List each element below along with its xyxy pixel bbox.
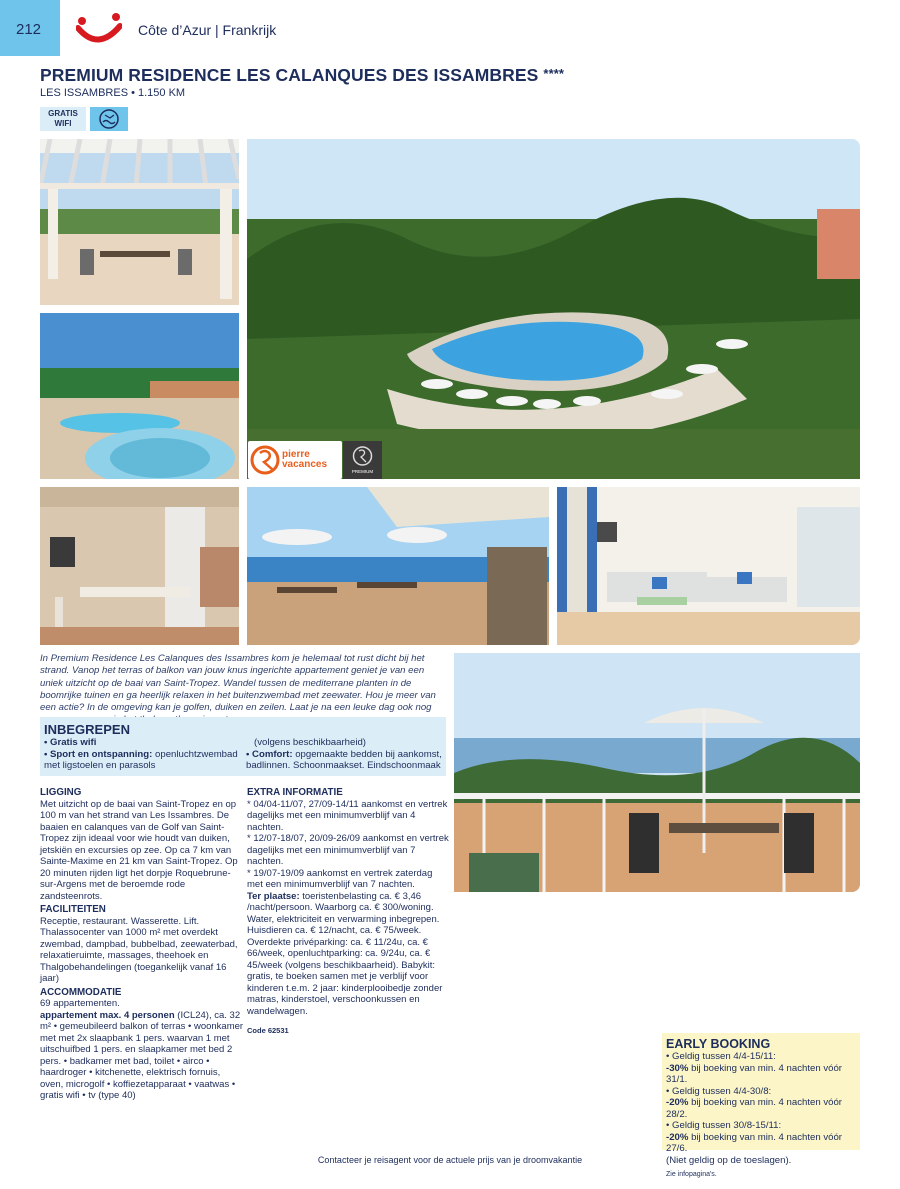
early-booking-period-3: • Geldig tussen 30/8-15/11:: [666, 1120, 782, 1131]
premium-label: PREMIUM: [351, 469, 374, 474]
included-comfort: [246, 749, 444, 772]
early-booking-title: EARLY BOOKING: [666, 1037, 771, 1051]
faciliteiten-heading: FACILITEITEN: [40, 904, 106, 915]
early-booking-box: [662, 1033, 860, 1178]
included-wifi: • Gratis wifi: [44, 737, 97, 748]
pierre-vacances-line2: vacances: [282, 459, 328, 470]
included-sport: [44, 749, 244, 772]
photo-living-room: [557, 487, 860, 645]
info-column-2: [247, 785, 450, 1037]
accommodatie-unit-label: appartement max. 4 personen: [40, 1009, 175, 1021]
wifi-badge-line1: GRATIS: [48, 109, 78, 118]
photo-pergola-terrace: [40, 139, 239, 305]
photo-beach-terrace: [247, 487, 549, 645]
star-rating: ****: [543, 66, 565, 81]
footer-text: Contacteer je reisagent voor de actuele prijs van je droomvakantie: [317, 1155, 583, 1165]
photo-balcony-sea-view: [454, 653, 860, 892]
accommodatie-unit-text: (ICL24), ca. 32 m² • gemeubileerd balkon of terras • woonkamer met met 2x slaapbank 1 pers. waarvan 1 met uitschuifbed 1 pers. en slaapkamer met bed 2 pers. • badkamer met bad, toilet • airco • haardroger • kitchenette, elektrisch fornuis, oven, microgolf • koffiezetapparaat • vaatwas • gratis wifi • tv (type 40): [40, 1009, 244, 1101]
ligging-text: Met uitzicht op de baai van Saint-Tropez en op 100 m van het strand van Les Issambres. De baaien en calanques van de Golf van Saint-Tropez zijn ideaal voor wie houdt van duiken, jetskiën en excursies op zee. Op ca 7 km van Sainte-Maxime en 21 km van Saint-Tropez. Op 20 minuten rijden ligt het dorpje Roquebrune-sur-Argens met de beroemde rode zandsteenrots.: [40, 798, 238, 902]
included-sport-text: openluchtzwembad met ligstoelen en parasols: [44, 748, 238, 772]
extra-heading: EXTRA INFORMATIE: [247, 787, 343, 798]
included-comfort-label: • Comfort:: [246, 748, 293, 760]
included-sport-label: • Sport en ontspanning:: [44, 748, 153, 760]
included-title: INBEGREPEN: [44, 722, 130, 737]
included-comfort-text: opgemaakte bedden bij aankomst, badlinnen. Schoonmaakset. Eindschoonmaak: [246, 748, 442, 772]
page-number: 212: [0, 0, 60, 56]
early-booking-discount-1: [666, 1063, 856, 1086]
early-booking-percent-1: -30%: [666, 1062, 689, 1074]
early-booking-cond-1: bij boeking van min. 4 nachten vóór 31/1.: [666, 1062, 842, 1085]
early-booking-percent-2: -20%: [666, 1097, 689, 1108]
early-booking-period-2: • Geldig tussen 4/4-30/8:: [666, 1085, 772, 1097]
extra-line3: * 19/07-19/09 aankomst en vertrek zaterdag met een minimumverblijf van 7 nachten.: [247, 867, 433, 890]
intro-text: In Premium Residence Les Calanques des Issambres kom je helemaal tot rust dicht bij het strand. Vanop het terras of balkon van jouw knus ingerichte appartement geniet je van een uniek uitzicht op de baai van Saint-Tropez. Wandel tussen de mediterrane planten in de boomrijke tuinen en ga heerlijk relaxen in het buitenzwembad met zeewater. Hou je meer van een actie? In de omgeving kan je golfen, duiken en zeilen. Laat je na een leuke dag ook nog: [40, 653, 436, 714]
included-availability: (volgens beschikbaarheid): [254, 737, 366, 748]
extra-line2: * 12/07-18/07, 20/09-26/09 aankomst en vertrek dagelijks met een minimumverblijf van 7 nachten.: [247, 833, 449, 867]
extra-ter-plaatse-label: Ter plaatse:: [247, 890, 300, 902]
accommodatie-heading: ACCOMMODATIE: [40, 986, 122, 998]
info-column-1: [40, 785, 245, 1102]
pierre-vacances-line1: pierre: [282, 449, 310, 460]
early-booking-cond-2: bij boeking van min. 4 nachten vóór 28/2.: [666, 1097, 842, 1120]
location-line: LES ISSAMBRES • 1.150 KM: [40, 87, 186, 99]
faciliteiten-text: Receptie, restaurant. Wasserette. Lift. Thalassocenter van 1000 m² met overdekt zwembad, dampbad, bubbelbad, zeewaterbad, relaxatieruimte, massages, theehoek en Thalgobehandelingen (toegankelijk vanaf 16 jaar): [40, 915, 238, 984]
product-code: Code 62531: [247, 1026, 289, 1035]
page-title: [40, 65, 564, 86]
photo-restaurant-interior: [40, 487, 239, 645]
extra-ter-plaatse-text: toeristenbelasting ca. € 3,46 /nacht/persoon. Waarborg ca. € 300/woning. Water, elektriciteit en verwarming inbegrepen. Huisdieren ca. € 12/nacht, ca. € 75/week. Overdekte privéparking: ca. € 11/24u, ca. € 66/week, openluchtparking: ca. 9/24u, ca. € 45/week (volgens beschikbaarheid). Babykit: gratis, te boeken samen met je verblijf voor kinderen t.e.m. 2 jaar: kinderplooibedje zonder matras, kinderstoel, verschoonkussen en wandelwagen.: [247, 890, 443, 1017]
ligging-heading: LIGGING: [40, 787, 82, 798]
early-booking-discount-2: [666, 1097, 856, 1120]
wifi-badge-line2: WIFI: [54, 119, 72, 128]
wifi-badge: [40, 107, 86, 131]
early-booking-exclusion: (Niet geldig op de toeslagen).: [666, 1154, 792, 1166]
extra-line1: * 04/04-11/07, 27/09-14/11 aankomst en vertrek dagelijks met een minimumverblijf van 4 nachten.: [247, 798, 448, 833]
photo-pool-dome: [40, 313, 239, 479]
breadcrumb: Côte d’Azur | Frankrijk: [138, 22, 277, 38]
hotel-name: PREMIUM RESIDENCE LES CALANQUES DES ISSAMBRES: [40, 65, 539, 85]
early-booking-percent-3: -20%: [666, 1131, 689, 1143]
pool-icon: [90, 107, 128, 131]
early-booking-note: Zie infopagina's.: [666, 1171, 717, 1178]
early-booking-cond-3: bij boeking van min. 4 nachten vóór 27/6.: [666, 1131, 842, 1154]
photo-main-pool-garden: [247, 139, 860, 479]
included-box: [40, 717, 446, 776]
accommodatie-count: 69 appartementen.: [40, 998, 120, 1009]
accommodatie-unit: [40, 1010, 245, 1102]
included-col1: [44, 737, 244, 772]
early-booking-discount-3: [666, 1132, 856, 1155]
early-booking-period-1: • Geldig tussen 4/4-15/11:: [666, 1051, 776, 1062]
included-col2: [246, 737, 444, 772]
pierre-vacances-logo: [248, 441, 342, 479]
extra-ter-plaatse: [247, 891, 450, 1018]
premium-logo: [343, 441, 382, 479]
tui-logo: [76, 12, 122, 46]
